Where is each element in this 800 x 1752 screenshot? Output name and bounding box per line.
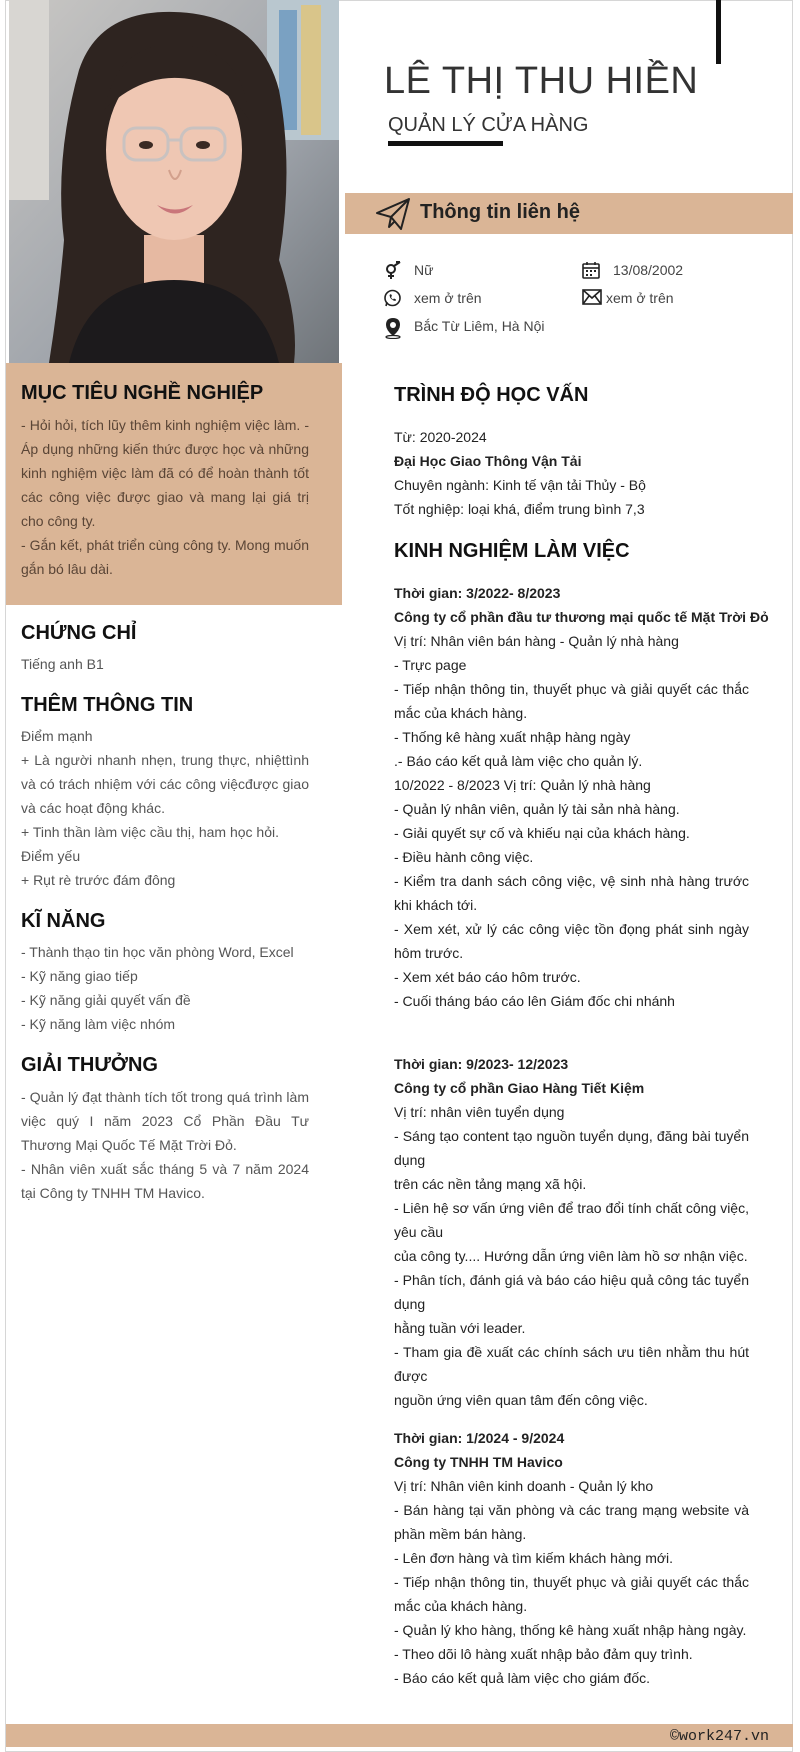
contact-header: [345, 193, 793, 234]
additional-info-title: THÊM THÔNG TIN: [21, 694, 194, 716]
skill-line: - Thành thạo tin học văn phòng Word, Excel: [21, 944, 294, 960]
job-line: - Theo dõi lô hàng xuất nhập bảo đảm quy trình.: [394, 1646, 693, 1662]
objective-title: MỤC TIÊU NGHỀ NGHIỆP: [21, 382, 264, 404]
candidate-name: LÊ THỊ THU HIỀN: [384, 60, 699, 102]
job-line: - Liên hệ sơ vấn ứng viên để trao đổi tính chất công việc, yêu cầu: [394, 1200, 749, 1240]
skill-line: - Kỹ năng làm việc nhóm: [21, 1016, 176, 1032]
job-title: QUẢN LÝ CỬA HÀNG: [388, 114, 589, 136]
footer-bar: [6, 1724, 793, 1747]
experience-title: KINH NGHIỆM LÀM VIỆC: [394, 540, 630, 562]
job-line: Vị trí: Nhân viên kinh doanh - Quản lý kho: [394, 1478, 654, 1494]
job-line: của công ty.... Hướng dẫn ứng viên làm hồ sơ nhận việc.: [394, 1248, 748, 1264]
job-line: - Sáng tạo content tạo nguồn tuyển dụng, đăng bài tuyển dụng: [394, 1128, 749, 1168]
certificates-text: [21, 652, 309, 676]
job-line: .- Báo cáo kết quả làm việc cho quản lý.: [394, 753, 643, 769]
watermark: ©work247.vn: [669, 1728, 769, 1745]
objective-text: [21, 413, 309, 581]
email-value: xem ở trên: [606, 290, 674, 306]
experience-job-2: [394, 1052, 749, 1412]
award-line: - Nhân viên xuất sắc tháng 5 và 7 năm 2024 tại Công ty TNHH TM Havico.: [21, 1161, 309, 1201]
profile-photo: [9, 0, 339, 363]
address-value: Bắc Từ Liêm, Hà Nội: [414, 318, 545, 334]
info-line: Điểm mạnh: [21, 728, 93, 744]
job-line: - Bán hàng tại văn phòng và các trang mạng website và phần mềm bán hàng.: [394, 1502, 749, 1542]
job-line: - Báo cáo kết quả làm việc cho giám đốc.: [394, 1670, 651, 1686]
job-line: - Tiếp nhận thông tin, thuyết phục và giải quyết các thắc mắc của khách hàng.: [394, 1574, 749, 1614]
job-line: - Trực page: [394, 657, 467, 673]
job-time: Thời gian: 9/2023- 12/2023: [394, 1056, 569, 1072]
phone-value: xem ở trên: [414, 290, 482, 306]
certificates-title: CHỨNG CHỈ: [21, 622, 137, 644]
skills-text: [21, 940, 309, 1036]
job-line: - Quản lý kho hàng, thống kê hàng xuất nhập hàng ngày.: [394, 1622, 747, 1638]
whatsapp-icon: [383, 289, 402, 308]
education-graduation: Tốt nghiệp: loại khá, điểm trung bình 7,3: [394, 501, 645, 517]
birthday-value: 13/08/2002: [613, 262, 684, 278]
job-line: - Điều hành công việc.: [394, 849, 534, 865]
awards-text: [21, 1085, 309, 1205]
job-line: - Xem xét, xử lý các công việc tồn đọng phát sinh ngày hôm trước.: [394, 921, 749, 961]
info-line: + Rụt rè trước đám đông: [21, 872, 176, 888]
job-line: - Cuối tháng báo cáo lên Giám đốc chi nhánh: [394, 993, 675, 1009]
job-line: Vị trí: nhân viên tuyển dụng: [394, 1104, 565, 1120]
skill-line: - Kỹ năng giải quyết vấn đề: [21, 992, 191, 1008]
job-line: - Quản lý nhân viên, quản lý tài sản nhà hàng.: [394, 801, 680, 817]
title-underline: [388, 141, 503, 146]
experience-job-3: [394, 1426, 749, 1690]
job-line: - Tham gia đề xuất các chính sách ưu tiên nhằm thu hút được: [394, 1344, 749, 1384]
job-line: - Lên đơn hàng và tìm kiếm khách hàng mới.: [394, 1550, 674, 1566]
awards-title: GIẢI THƯỞNG: [21, 1054, 158, 1076]
job-company: Công ty cổ phần đầu tư thương mại quốc tế Mặt Trời Đỏ: [394, 609, 769, 625]
education-major: Chuyên ngành: Kinh tế vận tải Thủy - Bộ: [394, 477, 646, 493]
job-line: 10/2022 - 8/2023 Vị trí: Quản lý nhà hàng: [394, 777, 651, 793]
education-title: TRÌNH ĐỘ HỌC VẤN: [394, 384, 589, 406]
job-line: nguồn ứng viên quan tâm đến công việc.: [394, 1392, 648, 1408]
objective-line: - Gắn kết, phát triển cùng công ty. Mong muốn gắn bó lâu dài.: [21, 537, 309, 577]
gender-icon: [383, 261, 403, 279]
experience-job-1: [394, 581, 769, 1013]
job-line: - Xem xét báo cáo hôm trước.: [394, 969, 581, 985]
award-line: - Quản lý đạt thành tích tốt trong quá trình làm việc quý I năm 2023 Cổ Phần Đầu Tư Thương Mại Quốc Tế Mặt Trời Đỏ.: [21, 1089, 309, 1153]
education-school: Đại Học Giao Thông Vận Tải: [394, 453, 582, 469]
info-line: + Là người nhanh nhẹn, trung thực, nhiệttình và có trách nhiệm với các công việcđược giao và các hoạt động khác.: [21, 752, 309, 816]
calendar-icon: [582, 261, 600, 279]
job-line: - Phân tích, đánh giá và báo cáo hiệu quả công tác tuyển dụng: [394, 1272, 749, 1312]
location-pin-icon: [383, 317, 403, 339]
job-line: hằng tuần với leader.: [394, 1320, 526, 1336]
job-line: trên các nền tảng mạng xã hội.: [394, 1176, 587, 1192]
job-line: - Giải quyết sự cố và khiếu nại của khách hàng.: [394, 825, 690, 841]
objective-line: - Hỏi hỏi, tích lũy thêm kinh nghiệm việc làm. - Áp dụng những kiến thức được học và những kinh nghiệm việc làm đã có để hoàn thành tốt các công việc được giao và mang lại giá trị cho công ty.: [21, 417, 309, 529]
email-icon: [582, 289, 602, 305]
paper-plane-icon: [375, 197, 411, 236]
job-company: Công ty cổ phần Giao Hàng Tiết Kiệm: [394, 1080, 645, 1096]
job-line: - Kiểm tra danh sách công việc, vệ sinh nhà hàng trước khi khách tới.: [394, 873, 749, 913]
education-text: [394, 425, 749, 521]
job-time: Thời gian: 1/2024 - 9/2024: [394, 1430, 565, 1446]
job-line: Vị trí: Nhân viên bán hàng - Quản lý nhà hàng: [394, 633, 679, 649]
job-line: - Tiếp nhận thông tin, thuyết phục và giải quyết các thắc mắc của khách hàng.: [394, 681, 749, 721]
info-line: + Tinh thần làm việc cầu thị, ham học hỏi.: [21, 824, 279, 840]
job-time: Thời gian: 3/2022- 8/2023: [394, 585, 561, 601]
education-period: Từ: 2020-2024: [394, 429, 487, 445]
skill-line: - Kỹ năng giao tiếp: [21, 968, 138, 984]
job-company: Công ty TNHH TM Havico: [394, 1454, 563, 1470]
skills-title: KĨ NĂNG: [21, 910, 106, 932]
info-line: Điểm yếu: [21, 848, 81, 864]
contact-title: Thông tin liên hệ: [420, 201, 580, 223]
additional-info-text: [21, 724, 309, 892]
certificate-line: Tiếng anh B1: [21, 656, 104, 672]
job-line: - Thống kê hàng xuất nhập hàng ngày: [394, 729, 631, 745]
decorative-bar: [716, 0, 721, 64]
gender-value: Nữ: [414, 262, 434, 278]
